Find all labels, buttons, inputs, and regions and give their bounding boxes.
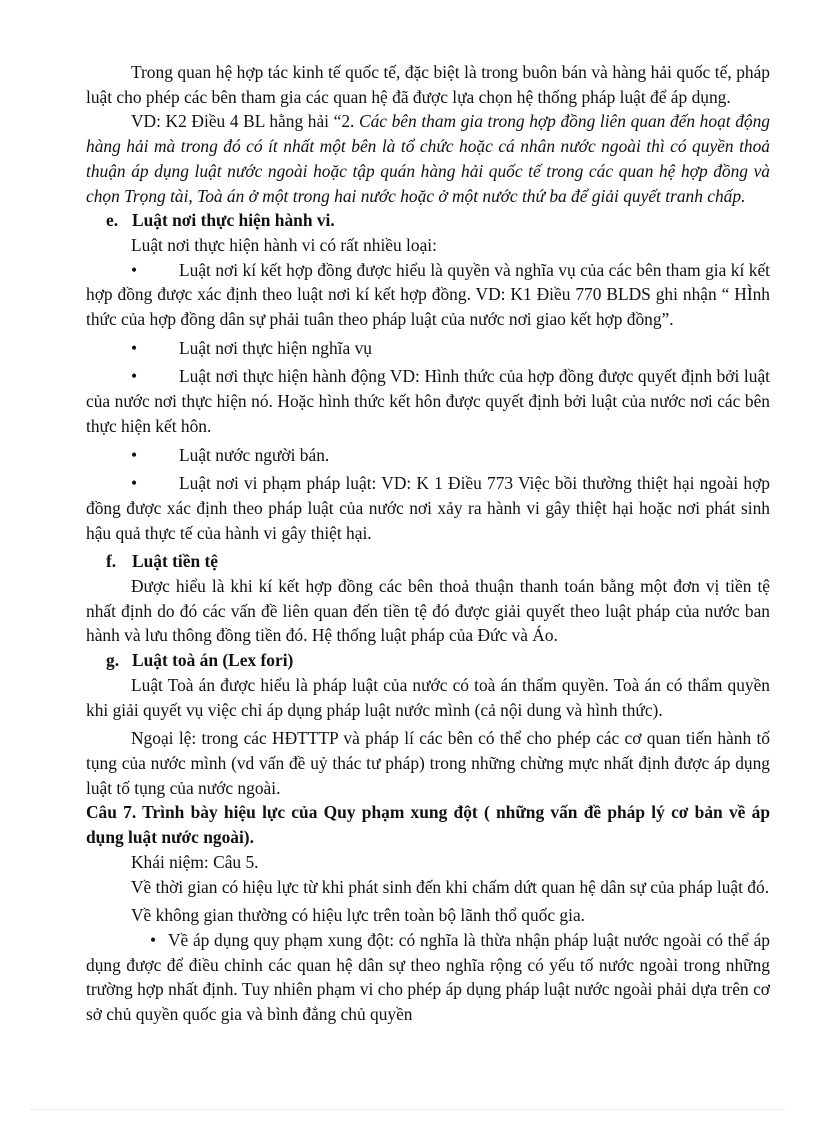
bullet-item-action-place	[86, 364, 770, 438]
paragraph-space-effect: Về không gian thường có hiệu lực trên toàn bộ lãnh thổ quốc gia.	[131, 905, 586, 926]
bullet-icon: •	[131, 259, 138, 280]
bullet-text: Luật nơi thực hiện nghĩa vụ	[179, 337, 372, 358]
paragraph-concept: Khái niệm: Câu 5.	[131, 851, 259, 872]
bullet-item-violation-place	[86, 471, 770, 545]
heading-e-marker: e.	[106, 210, 119, 231]
paragraph-currency: Được hiểu là khi kí kết hợp đồng các bên thoả thuận thanh toán bằng một đơn vị tiền tệ nhất định do đó các vấn đề liên quan đến tiền tệ đó được giải quyết theo luật pháp của nước ban hành và lưu thông đồng tiền đó. Hệ thống luật pháp của Đức và Áo.	[86, 576, 770, 646]
bullet-text: Luật nơi vi phạm pháp luật: VD: K 1 Điều 773 Việc bồi thường thiệt hại ngoài hợp đồng được xác định theo pháp luật của nước nơi xảy ra hành vi gây thiệt hại hoặc nơi phát sinh hậu quả thực tế của hành vi gây thiệt hại.	[86, 473, 770, 543]
bullet-text: Luật nước người bán.	[179, 444, 330, 465]
paragraph-exception: Ngoại lệ: trong các HĐTTTP và pháp lí các bên có thể cho phép các cơ quan tiến hành tố tụng của nước mình (vd vấn đề uỷ thác tư pháp) trong những chừng mực nhất định được áp dụng luật tố tụng của nước ngoài.	[86, 728, 770, 798]
bullet-icon: •	[131, 473, 138, 494]
document-page	[86, 60, 770, 1027]
bullet-text: Luật nơi thực hiện hành động VD: Hình thức của hợp đồng được quyết định bởi luật của nước nơi thực hiện nó. Hoặc hình thức kết hôn được quyết định bởi luật của nước nơi các bên thực hiện kết hôn.	[86, 366, 770, 436]
heading-g	[86, 648, 770, 673]
bullet-item-contract-place	[86, 258, 770, 332]
bullet-text: Về áp dụng quy phạm xung đột: có nghĩa là thừa nhận pháp luật nước ngoài có thể áp dụng được để điều chỉnh các quan hệ dân sự theo nghĩa rộng có yếu tố nước ngoài trong những trường hợp nhất định. Tuy nhiên phạm vi cho phép áp dụng pháp luật nước ngoài phải dựa trên cơ sở chủ quyền quốc gia và bình đẳng chủ quyền	[86, 929, 770, 1025]
heading-f-marker: f.	[106, 551, 117, 572]
bullet-item-obligation-place	[86, 336, 770, 361]
example-quote: Các bên tham gia trong hợp đồng liên quan đến hoạt động hàng hải mà trong đó có ít nhất một bên là tổ chức hoặc cá nhân nước ngoài thì có quyền thoả thuận áp dụng luật nước ngoài hoặc tập quán hàng hải quốc tế trong các quan hệ hợp đồng và chọn Trọng tài, Toà án ở một trong hai nước hoặc ở một nước thứ ba để giải quyết tranh chấp.	[86, 111, 770, 206]
heading-f-text: Luật tiền tệ	[132, 551, 218, 572]
bullet-text: Luật nơi kí kết hợp đồng được hiểu là quyền và nghĩa vụ của các bên tham gia kí kết hợp đồng được xác định theo luật nơi kí kết hợp đồng. VD: K1 Điều 770 BLDS ghi nhận “ HÌnh thức của hợp đồng dân sự phải tuân theo pháp luật của nước nơi giao kết hợp đồng”.	[86, 259, 770, 330]
bullet-icon: •	[150, 929, 157, 950]
example-lead: VD: K2 Điều 4 BL hằng hải “2.	[131, 111, 359, 132]
bullet-icon: •	[131, 366, 138, 387]
heading-e	[86, 208, 770, 233]
question-7-heading: Câu 7. Trình bày hiệu lực của Quy phạm xung đột ( những vấn đề pháp lý cơ bản về áp dụng luật nước ngoài).	[86, 802, 770, 848]
heading-e-text: Luật nơi thực hiện hành vi.	[132, 210, 335, 231]
heading-g-text: Luật toà án (Lex fori)	[132, 650, 294, 671]
paragraph-time-effect: Về thời gian có hiệu lực từ khi phát sinh đến khi chấm dứt quan hệ dân sự của pháp luật đó.	[131, 876, 770, 897]
bullet-item-conflict-rule	[86, 928, 770, 1027]
heading-f	[86, 549, 770, 574]
paragraph-types: Luật nơi thực hiện hành vi có rất nhiều loại:	[131, 234, 437, 255]
heading-g-marker: g.	[106, 650, 120, 671]
paragraph-intro: Trong quan hệ hợp tác kinh tế quốc tế, đặc biệt là trong buôn bán và hàng hải quốc tế, pháp luật cho phép các bên tham gia các quan hệ đã được lựa chọn hệ thống pháp luật để áp dụng.	[86, 62, 770, 107]
page-bottom-divider	[30, 1109, 786, 1110]
bullet-item-seller-country	[86, 443, 770, 468]
paragraph-example-maritime	[86, 109, 770, 208]
paragraph-court-law: Luật Toà án được hiểu là pháp luật của nước có toà án thẩm quyền. Toà án có thẩm quyền khi giải quyết vụ việc chỉ áp dụng pháp luật nước mình (cả nội dung và hình thức).	[86, 674, 770, 720]
bullet-icon: •	[131, 337, 138, 358]
bullet-icon: •	[131, 444, 138, 465]
